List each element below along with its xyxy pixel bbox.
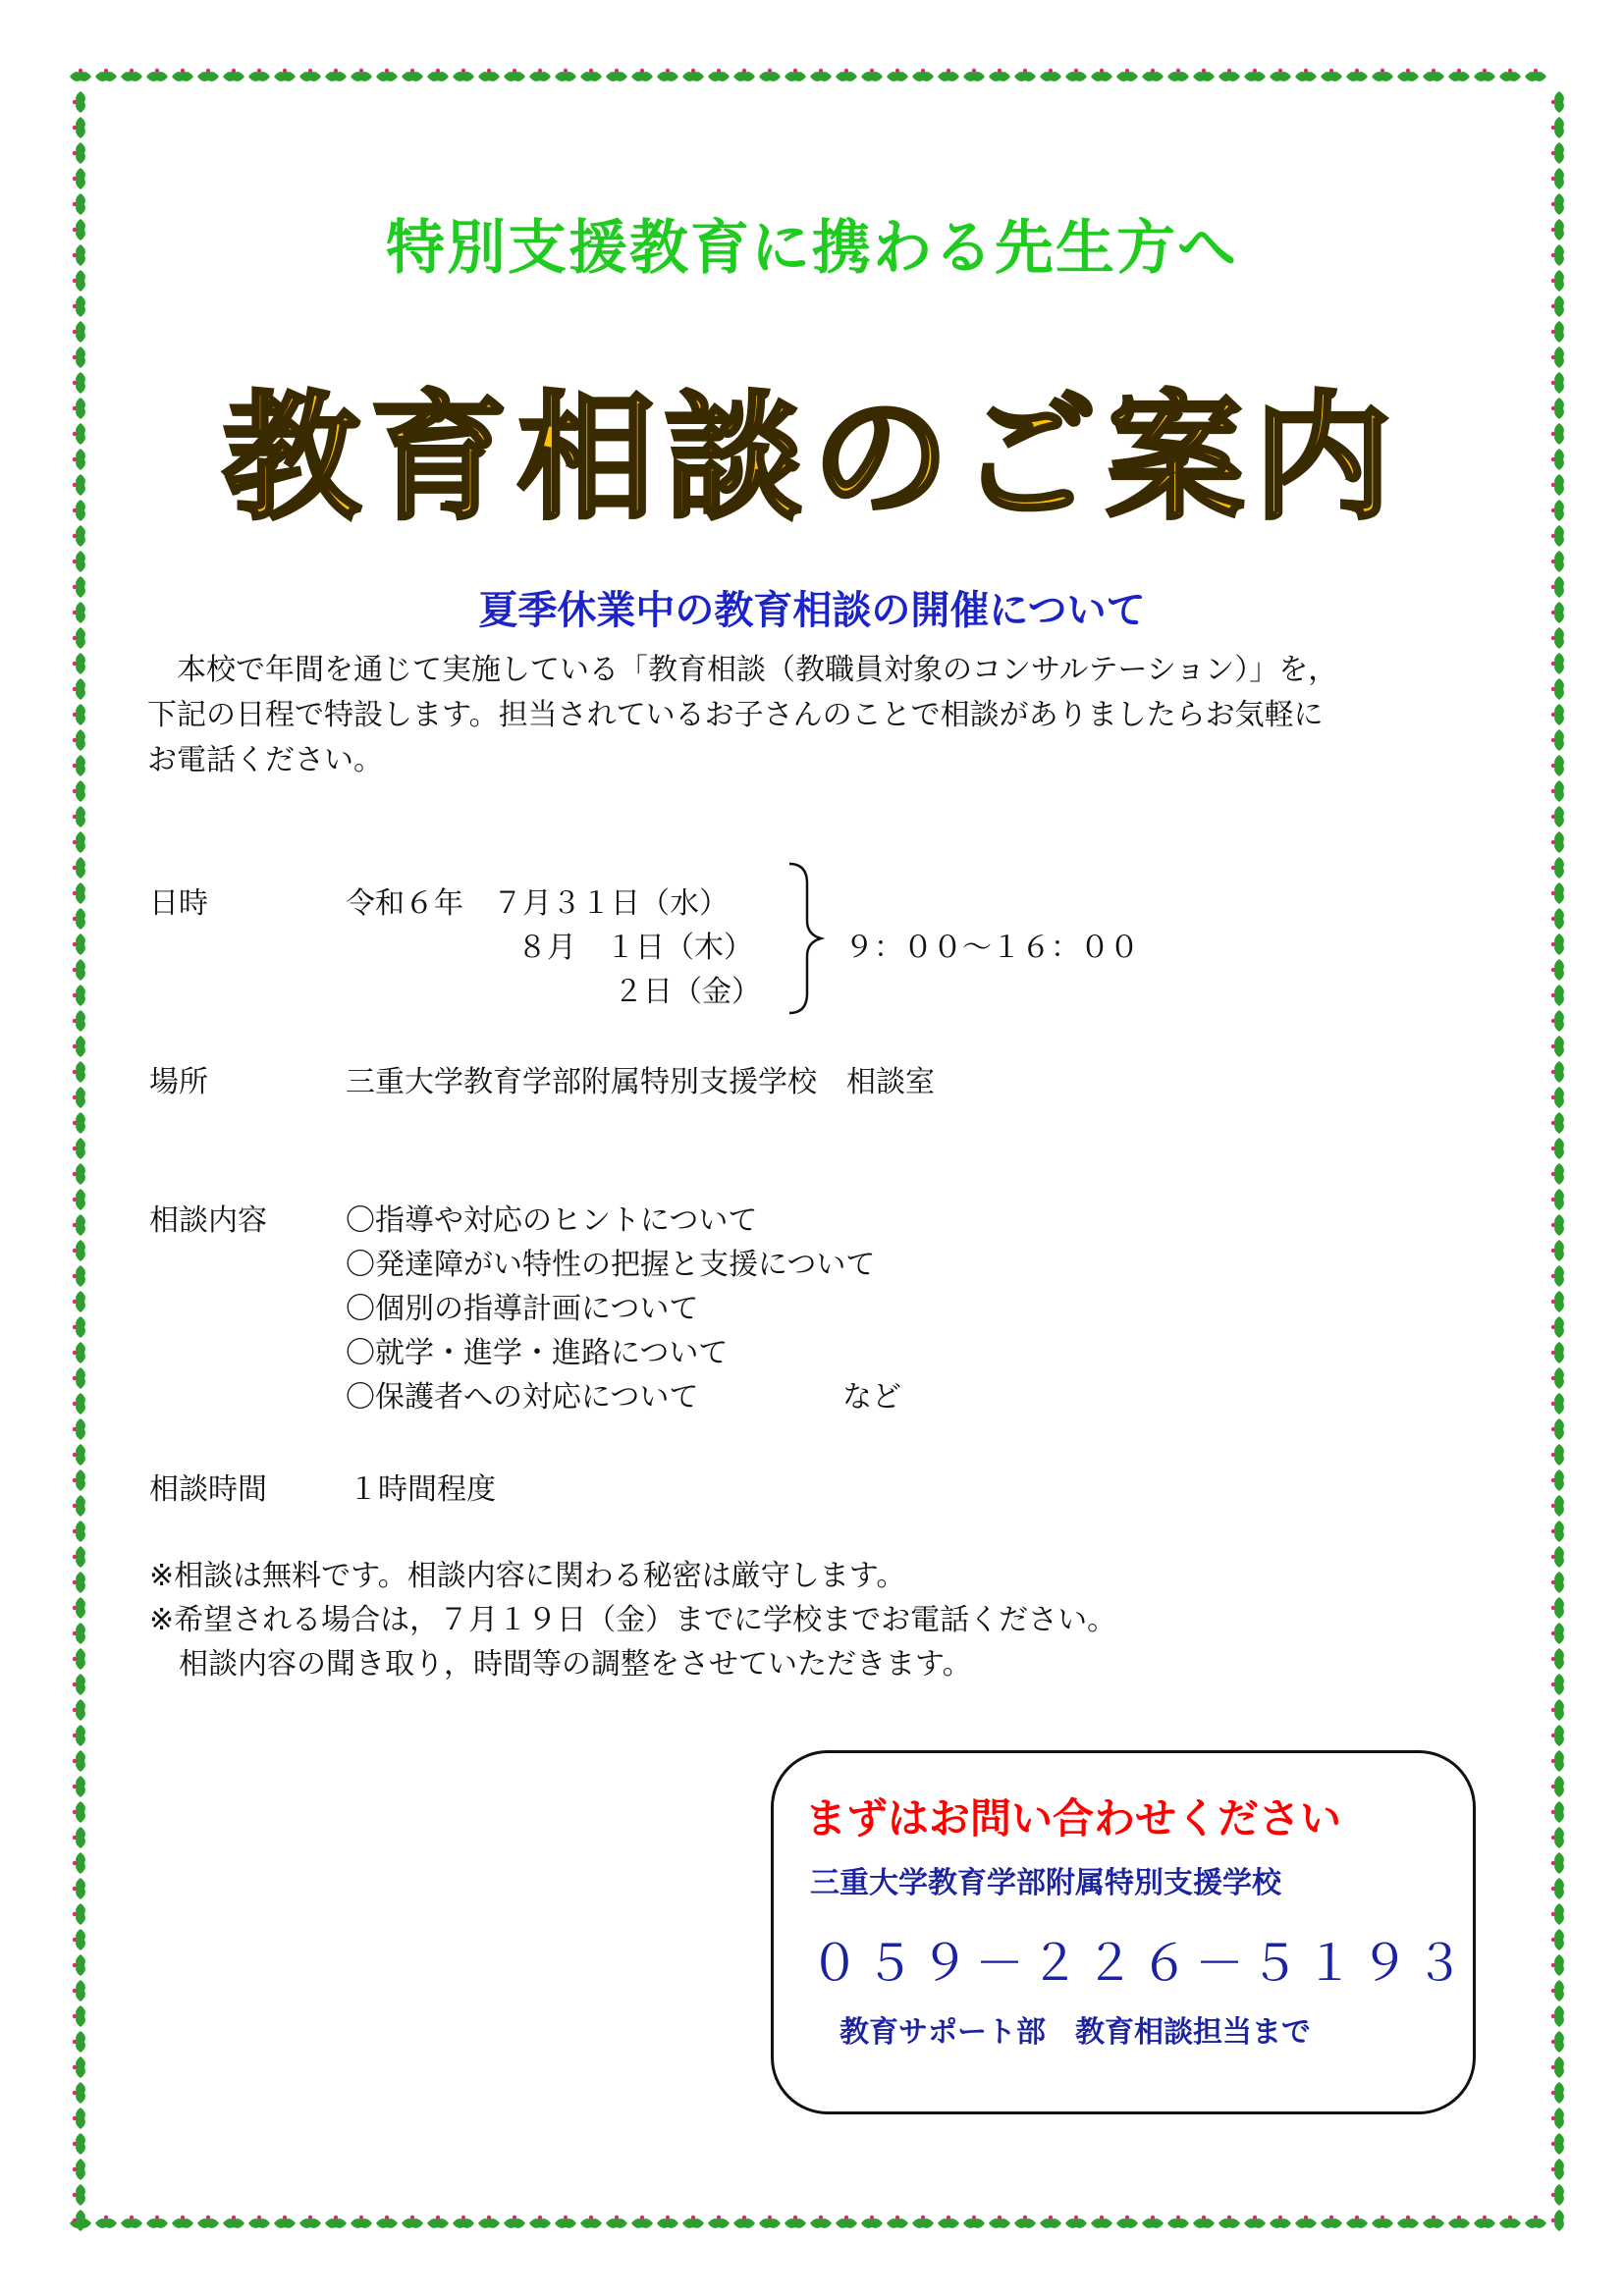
- holly-leaf-icon: [1551, 985, 1564, 1006]
- holly-leaf-icon: [73, 1189, 85, 1210]
- holly-leaf-icon: [1551, 2184, 1564, 2206]
- holly-leaf-icon: [73, 2082, 85, 2104]
- holly-leaf-icon: [1551, 831, 1564, 853]
- holly-leaf-icon: [1244, 69, 1266, 81]
- holly-leaf-icon: [73, 2210, 85, 2231]
- holly-leaf-icon: [1142, 2216, 1164, 2228]
- holly-leaf-icon: [682, 2216, 704, 2228]
- holly-leaf-icon: [73, 780, 85, 802]
- holly-leaf-icon: [733, 69, 755, 81]
- content-item: 〇保護者への対応について: [346, 1380, 699, 1415]
- holly-leaf-icon: [73, 1750, 85, 1772]
- holly-leaf-icon: [989, 2216, 1010, 2228]
- holly-leaf-icon: [274, 69, 296, 81]
- holly-leaf-icon: [427, 2216, 449, 2228]
- holly-leaf-icon: [759, 2216, 781, 2228]
- holly-leaf-icon: [785, 2216, 806, 2228]
- intro-line: お電話ください。: [147, 743, 383, 777]
- holly-leaf-icon: [73, 1521, 85, 1542]
- holly-leaf-icon: [172, 2216, 193, 2228]
- holly-leaf-icon: [73, 1776, 85, 1797]
- holly-leaf-icon: [73, 1444, 85, 1466]
- holly-leaf-icon: [1218, 2216, 1240, 2228]
- page-subtitle: 特別支援教育に携わる先生方へ: [386, 214, 1238, 283]
- holly-leaf-icon: [73, 1878, 85, 1899]
- holly-leaf-icon: [73, 91, 85, 113]
- holly-leaf-icon: [478, 69, 500, 81]
- holly-leaf-icon: [1551, 1495, 1564, 1517]
- holly-leaf-icon: [1551, 1189, 1564, 1210]
- holly-leaf-icon: [1551, 1954, 1564, 1976]
- curly-brace: [785, 860, 825, 1017]
- note-line: ※希望される場合は，７月１９日（金）までに学校までお電話ください。: [149, 1603, 1117, 1637]
- contact-department: 教育サポート部 教育相談担当まで: [839, 2015, 1311, 2050]
- holly-leaf-icon: [453, 69, 474, 81]
- holly-leaf-icon: [504, 69, 525, 81]
- holly-leaf-icon: [1551, 1265, 1564, 1287]
- holly-leaf-icon: [453, 2216, 474, 2228]
- holly-leaf-icon: [121, 2216, 142, 2228]
- holly-leaf-icon: [73, 755, 85, 776]
- holly-leaf-icon: [325, 69, 347, 81]
- holly-leaf-icon: [427, 69, 449, 81]
- holly-leaf-icon: [1499, 2216, 1521, 2228]
- holly-leaf-icon: [73, 1367, 85, 1389]
- duration-label: 相談時間: [149, 1472, 267, 1507]
- holly-leaf-icon: [1551, 1138, 1564, 1159]
- holly-leaf-icon: [1551, 2005, 1564, 2027]
- holly-leaf-icon: [1525, 69, 1546, 81]
- holly-leaf-icon: [223, 2216, 244, 2228]
- holly-leaf-icon: [1551, 1469, 1564, 1491]
- holly-leaf-icon: [1551, 653, 1564, 674]
- holly-leaf-icon: [1551, 1393, 1564, 1415]
- holly-leaf-icon: [1551, 117, 1564, 138]
- holly-leaf-icon: [1551, 1776, 1564, 1797]
- holly-leaf-icon: [1551, 1725, 1564, 1746]
- holly-leaf-icon: [529, 69, 551, 81]
- note-line: 相談内容の聞き取り，時間等の調整をさせていただきます。: [179, 1647, 972, 1682]
- holly-leaf-icon: [1551, 1801, 1564, 1823]
- holly-leaf-icon: [73, 1138, 85, 1159]
- holly-leaf-icon: [402, 2216, 423, 2228]
- holly-leaf-icon: [1551, 1342, 1564, 1363]
- holly-leaf-icon: [1167, 69, 1189, 81]
- holly-leaf-icon: [1551, 1597, 1564, 1619]
- holly-leaf-icon: [1551, 780, 1564, 802]
- holly-leaf-icon: [73, 321, 85, 343]
- holly-leaf-icon: [73, 1214, 85, 1236]
- content-item: 〇発達障がい特性の把握と支援について: [346, 1248, 876, 1282]
- content-item: 〇指導や対応のヒントについて: [346, 1203, 758, 1238]
- holly-leaf-icon: [73, 1623, 85, 1644]
- holly-leaf-icon: [73, 1954, 85, 1976]
- holly-leaf-icon: [606, 2216, 627, 2228]
- holly-leaf-icon: [73, 295, 85, 317]
- holly-leaf-icon: [963, 2216, 985, 2228]
- duration-value: １時間程度: [349, 1472, 496, 1507]
- holly-leaf-icon: [1551, 704, 1564, 725]
- holly-leaf-icon: [73, 1112, 85, 1134]
- holly-leaf-icon: [73, 1648, 85, 1670]
- holly-leaf-icon: [73, 1827, 85, 1848]
- holly-leaf-icon: [1551, 857, 1564, 879]
- holly-leaf-icon: [938, 2216, 959, 2228]
- holly-leaf-icon: [95, 2216, 117, 2228]
- holly-leaf-icon: [299, 2216, 321, 2228]
- holly-leaf-icon: [631, 2216, 653, 2228]
- holly-leaf-icon: [1551, 1010, 1564, 1032]
- holly-leaf-icon: [1551, 908, 1564, 930]
- holly-leaf-icon: [197, 69, 219, 81]
- holly-leaf-icon: [73, 2005, 85, 2027]
- holly-leaf-icon: [555, 69, 576, 81]
- holly-leaf-icon: [73, 704, 85, 725]
- holly-leaf-icon: [1551, 2210, 1564, 2231]
- holly-leaf-icon: [1551, 1572, 1564, 1593]
- holly-leaf-icon: [1193, 69, 1215, 81]
- holly-leaf-icon: [1551, 551, 1564, 572]
- date-line-2: ８月 １日（木）: [517, 931, 753, 965]
- holly-leaf-icon: [1040, 69, 1061, 81]
- holly-leaf-icon: [248, 69, 270, 81]
- holly-leaf-icon: [861, 2216, 883, 2228]
- holly-leaf-icon: [1551, 729, 1564, 751]
- contact-school: 三重大学教育学部附属特別支援学校: [810, 1866, 1281, 1900]
- holly-leaf-icon: [1295, 69, 1317, 81]
- holly-leaf-icon: [1551, 1316, 1564, 1338]
- holly-leaf-icon: [1448, 2216, 1470, 2228]
- holly-leaf-icon: [73, 1316, 85, 1338]
- holly-leaf-icon: [73, 551, 85, 572]
- holly-leaf-icon: [580, 69, 602, 81]
- holly-leaf-icon: [1448, 69, 1470, 81]
- holly-leaf-icon: [504, 2216, 525, 2228]
- holly-leaf-icon: [989, 69, 1010, 81]
- holly-leaf-icon: [1499, 69, 1521, 81]
- holly-leaf-icon: [1372, 69, 1393, 81]
- holly-leaf-icon: [73, 142, 85, 164]
- holly-leaf-icon: [73, 1597, 85, 1619]
- holly-leaf-icon: [73, 1036, 85, 1057]
- holly-leaf-icon: [73, 934, 85, 955]
- holly-leaf-icon: [95, 69, 117, 81]
- holly-leaf-icon: [1116, 2216, 1138, 2228]
- holly-leaf-icon: [73, 2184, 85, 2206]
- holly-leaf-icon: [580, 2216, 602, 2228]
- holly-leaf-icon: [1551, 1827, 1564, 1848]
- holly-leaf-icon: [1423, 69, 1444, 81]
- content-suffix: など: [842, 1380, 901, 1415]
- holly-leaf-icon: [1551, 1878, 1564, 1899]
- holly-leaf-icon: [351, 69, 372, 81]
- holly-leaf-icon: [810, 69, 832, 81]
- holly-leaf-icon: [73, 1265, 85, 1287]
- holly-leaf-icon: [1551, 882, 1564, 904]
- holly-leaf-icon: [529, 2216, 551, 2228]
- holly-leaf-icon: [73, 678, 85, 700]
- holly-leaf-icon: [351, 2216, 372, 2228]
- section-title: 夏季休業中の教育相談の開催について: [478, 588, 1146, 633]
- holly-leaf-icon: [1218, 69, 1240, 81]
- holly-leaf-icon: [1551, 934, 1564, 955]
- holly-leaf-icon: [1551, 295, 1564, 317]
- holly-leaf-icon: [1551, 2082, 1564, 2104]
- holly-leaf-icon: [73, 959, 85, 981]
- holly-leaf-icon: [299, 69, 321, 81]
- holly-leaf-icon: [73, 1725, 85, 1746]
- holly-leaf-icon: [1551, 1240, 1564, 1261]
- holly-leaf-icon: [1551, 1929, 1564, 1950]
- holly-leaf-icon: [376, 69, 398, 81]
- holly-leaf-icon: [785, 69, 806, 81]
- contact-heading: まずはお問い合わせください: [805, 1794, 1342, 1842]
- holly-leaf-icon: [606, 69, 627, 81]
- holly-leaf-icon: [1423, 2216, 1444, 2228]
- holly-leaf-icon: [1551, 1699, 1564, 1721]
- holly-leaf-icon: [73, 806, 85, 828]
- holly-leaf-icon: [73, 1010, 85, 1032]
- holly-leaf-icon: [1040, 2216, 1061, 2228]
- holly-leaf-icon: [1551, 678, 1564, 700]
- holly-leaf-icon: [1372, 2216, 1393, 2228]
- holly-leaf-icon: [73, 1801, 85, 1823]
- holly-leaf-icon: [1551, 2133, 1564, 2155]
- holly-leaf-icon: [1551, 1648, 1564, 1670]
- holly-leaf-icon: [478, 2216, 500, 2228]
- holly-leaf-icon: [376, 2216, 398, 2228]
- holly-leaf-icon: [631, 69, 653, 81]
- holly-leaf-icon: [121, 69, 142, 81]
- holly-leaf-icon: [1551, 2056, 1564, 2078]
- holly-leaf-icon: [1551, 959, 1564, 981]
- holly-leaf-icon: [1474, 2216, 1495, 2228]
- holly-leaf-icon: [938, 69, 959, 81]
- holly-leaf-icon: [73, 857, 85, 879]
- date-label: 日時: [149, 886, 208, 921]
- holly-leaf-icon: [73, 1699, 85, 1721]
- holly-leaf-icon: [1551, 1623, 1564, 1644]
- holly-leaf-icon: [1142, 69, 1164, 81]
- holly-leaf-icon: [1551, 1674, 1564, 1695]
- place-value: 三重大学教育学部附属特別支援学校 相談室: [346, 1065, 935, 1099]
- holly-leaf-icon: [1014, 2216, 1036, 2228]
- holly-leaf-icon: [73, 1852, 85, 1874]
- holly-leaf-icon: [1551, 1852, 1564, 1874]
- holly-leaf-icon: [1551, 1418, 1564, 1440]
- holly-leaf-icon: [836, 69, 857, 81]
- holly-leaf-icon: [73, 2108, 85, 2129]
- holly-leaf-icon: [1551, 1087, 1564, 1108]
- holly-leaf-icon: [1551, 1444, 1564, 1466]
- holly-leaf-icon: [73, 882, 85, 904]
- content-label: 相談内容: [149, 1203, 267, 1238]
- holly-leaf-icon: [861, 69, 883, 81]
- holly-leaf-icon: [73, 1163, 85, 1185]
- holly-leaf-icon: [73, 1674, 85, 1695]
- holly-leaf-icon: [1091, 2216, 1112, 2228]
- holly-leaf-icon: [73, 1342, 85, 1363]
- holly-leaf-icon: [1091, 69, 1112, 81]
- holly-leaf-icon: [657, 2216, 678, 2228]
- holly-leaf-icon: [1525, 2216, 1546, 2228]
- holly-leaf-icon: [887, 2216, 908, 2228]
- holly-leaf-icon: [1167, 2216, 1189, 2228]
- holly-leaf-icon: [73, 1291, 85, 1312]
- holly-leaf-icon: [223, 69, 244, 81]
- holly-leaf-icon: [73, 1980, 85, 2002]
- holly-leaf-icon: [1065, 2216, 1087, 2228]
- holly-leaf-icon: [1551, 2031, 1564, 2053]
- holly-leaf-icon: [657, 69, 678, 81]
- holly-leaf-icon: [73, 985, 85, 1006]
- holly-leaf-icon: [1244, 2216, 1266, 2228]
- holly-leaf-icon: [733, 2216, 755, 2228]
- holly-leaf-icon: [1551, 806, 1564, 828]
- holly-leaf-icon: [73, 2133, 85, 2155]
- holly-leaf-icon: [682, 69, 704, 81]
- content-item: 〇就学・進学・進路について: [346, 1336, 729, 1370]
- holly-leaf-icon: [73, 168, 85, 189]
- holly-leaf-icon: [1551, 142, 1564, 164]
- holly-leaf-icon: [1270, 69, 1291, 81]
- date-line-1: 令和６年 ７月３１日（水）: [346, 886, 729, 921]
- holly-leaf-icon: [1116, 69, 1138, 81]
- holly-leaf-icon: [836, 2216, 857, 2228]
- holly-leaf-icon: [1551, 91, 1564, 113]
- holly-leaf-icon: [248, 2216, 270, 2228]
- holly-leaf-icon: [1295, 2216, 1317, 2228]
- holly-leaf-icon: [810, 2216, 832, 2228]
- holly-leaf-icon: [1551, 1163, 1564, 1185]
- intro-paragraph: [147, 648, 1483, 783]
- holly-leaf-icon: [1397, 69, 1419, 81]
- holly-leaf-icon: [274, 2216, 296, 2228]
- holly-leaf-icon: [402, 69, 423, 81]
- holly-leaf-icon: [146, 2216, 168, 2228]
- holly-leaf-icon: [73, 2031, 85, 2053]
- date-line-3: ２日（金）: [614, 975, 761, 1009]
- holly-leaf-icon: [1397, 2216, 1419, 2228]
- holly-leaf-icon: [912, 2216, 934, 2228]
- holly-leaf-icon: [963, 69, 985, 81]
- holly-leaf-icon: [1551, 2159, 1564, 2180]
- note-line: ※相談は無料です。相談内容に関わる秘密は厳守します。: [149, 1559, 906, 1593]
- holly-leaf-icon: [73, 1469, 85, 1491]
- holly-leaf-icon: [172, 69, 193, 81]
- holly-leaf-icon: [73, 1572, 85, 1593]
- holly-leaf-icon: [1065, 69, 1087, 81]
- holly-leaf-icon: [1551, 321, 1564, 343]
- holly-leaf-icon: [73, 831, 85, 853]
- holly-leaf-icon: [73, 1903, 85, 1925]
- holly-leaf-icon: [73, 1087, 85, 1108]
- holly-leaf-icon: [708, 2216, 730, 2228]
- holly-leaf-icon: [1551, 1546, 1564, 1568]
- holly-leaf-icon: [73, 2056, 85, 2078]
- holly-leaf-icon: [325, 2216, 347, 2228]
- intro-line: 下記の日程で特設します。担当されているお子さんのことで相談がありましたらお気軽に: [147, 698, 1324, 732]
- holly-leaf-icon: [1551, 1521, 1564, 1542]
- place-label: 場所: [149, 1065, 208, 1099]
- holly-leaf-icon: [146, 69, 168, 81]
- holly-leaf-icon: [1321, 2216, 1342, 2228]
- holly-leaf-icon: [1551, 1367, 1564, 1389]
- holly-leaf-icon: [1551, 1750, 1564, 1772]
- holly-leaf-icon: [1551, 1980, 1564, 2002]
- holly-leaf-icon: [73, 729, 85, 751]
- holly-leaf-icon: [73, 1061, 85, 1083]
- holly-leaf-icon: [73, 1546, 85, 1568]
- holly-leaf-icon: [1551, 168, 1564, 189]
- holly-leaf-icon: [1551, 755, 1564, 776]
- holly-leaf-icon: [197, 2216, 219, 2228]
- holly-leaf-icon: [73, 653, 85, 674]
- holly-leaf-icon: [1270, 2216, 1291, 2228]
- holly-leaf-icon: [555, 2216, 576, 2228]
- time-range: ９：００～１６：００: [844, 931, 1139, 965]
- holly-leaf-icon: [1321, 69, 1342, 81]
- holly-leaf-icon: [73, 1929, 85, 1950]
- holly-leaf-icon: [73, 908, 85, 930]
- holly-leaf-icon: [1551, 1903, 1564, 1925]
- holly-leaf-icon: [1551, 1291, 1564, 1312]
- page-title: 教育相談のご案内: [222, 379, 1401, 539]
- holly-leaf-icon: [887, 69, 908, 81]
- holly-leaf-icon: [73, 1393, 85, 1415]
- holly-leaf-icon: [1346, 2216, 1368, 2228]
- holly-leaf-icon: [759, 69, 781, 81]
- holly-leaf-icon: [73, 117, 85, 138]
- holly-leaf-icon: [912, 69, 934, 81]
- holly-leaf-icon: [70, 69, 91, 81]
- holly-leaf-icon: [1551, 1036, 1564, 1057]
- holly-leaf-icon: [1551, 1061, 1564, 1083]
- holly-leaf-icon: [1551, 1112, 1564, 1134]
- holly-leaf-icon: [73, 1418, 85, 1440]
- holly-leaf-icon: [73, 2159, 85, 2180]
- content-item: 〇個別の指導計画について: [346, 1292, 699, 1326]
- contact-phone: ０５９－２２６－５１９３: [810, 1935, 1470, 1992]
- holly-leaf-icon: [1193, 2216, 1215, 2228]
- holly-leaf-icon: [708, 69, 730, 81]
- holly-leaf-icon: [1346, 69, 1368, 81]
- holly-leaf-icon: [1551, 1214, 1564, 1236]
- holly-leaf-icon: [73, 1240, 85, 1261]
- holly-leaf-icon: [1474, 69, 1495, 81]
- holly-leaf-icon: [1014, 69, 1036, 81]
- intro-line: 本校で年間を通じて実施している「教育相談（教職員対象のコンサルテーション）」を，: [177, 653, 1338, 687]
- holly-leaf-icon: [73, 1495, 85, 1517]
- holly-leaf-icon: [1551, 2108, 1564, 2129]
